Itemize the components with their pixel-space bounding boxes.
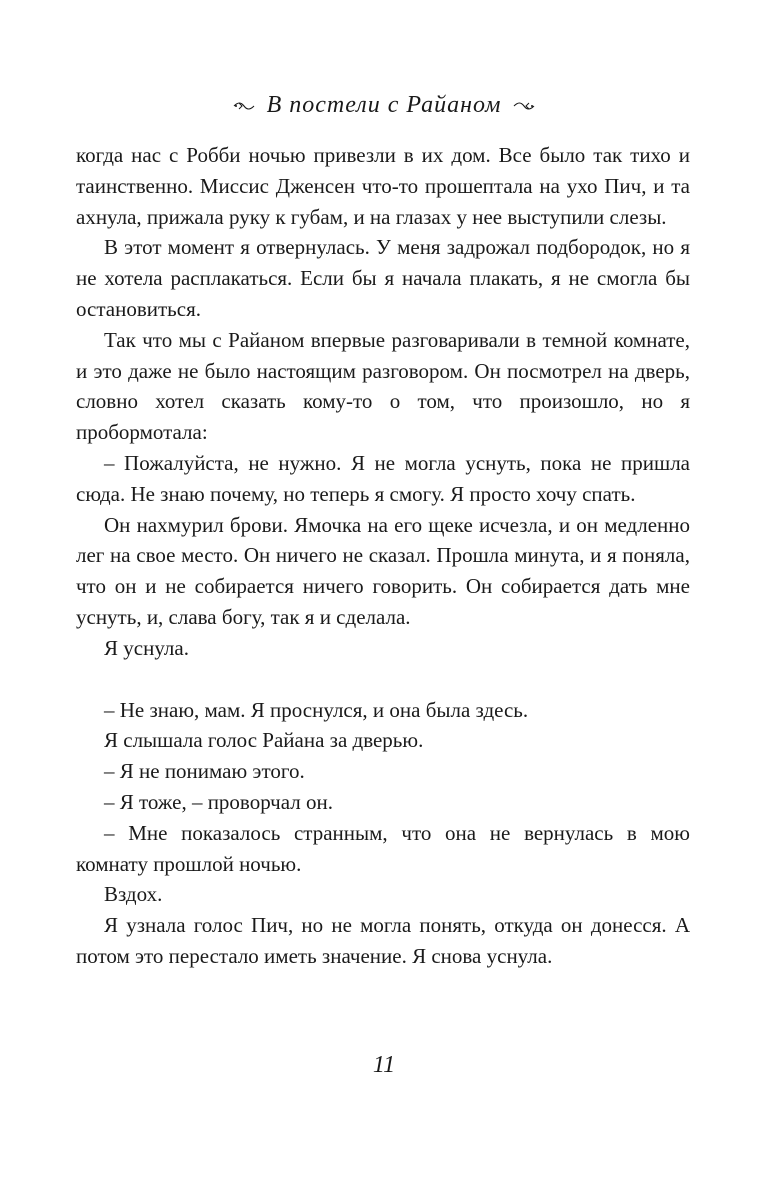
paragraph: – Пожалуйста, не нужно. Я не могла уснуть, пока не пришла сюда. Не знаю почему, но теперь я смогу. Я просто хочу спать.: [76, 450, 690, 506]
page-number: 11: [372, 1052, 396, 1078]
flourish-ornament-icon: [513, 100, 535, 112]
paragraph: Он нахмурил брови. Ямочка на его щеке исчезла, и он медленно лег на свое место. Он ничего не сказал. Прошла минута, и я поняла, что он и не собирается ничего говорить. Он собирается дать мне уснуть, и, слава богу, так я и сделала.: [76, 512, 690, 629]
paragraph: Я узнала голос Пич, но не могла понять, откуда он донесся. А потом это перестало иметь значение. Я снова уснула.: [76, 913, 690, 968]
paragraph: – Я тоже, – проворчал он.: [104, 789, 333, 814]
paragraph: Вздох.: [104, 882, 163, 907]
paragraph: – Я не понимаю этого.: [104, 759, 305, 784]
section-break: [76, 664, 690, 695]
paragraph: Я слышала голос Райана за дверью.: [104, 728, 424, 753]
paragraph: – Мне показалось странным, что она не вернулась в мою комнату прошлой ночью.: [76, 820, 690, 876]
flourish-ornament-icon: [233, 100, 255, 112]
paragraph: В этот момент я отвернулась. У меня задрожал подбородок, но я не хотела расплакаться. Если бы я начала плакать, я не смогла бы остановиться.: [76, 235, 690, 321]
running-head-title: В постели с Райаном: [266, 92, 502, 118]
paragraph: – Не знаю, мам. Я проснулся, и она была здесь.: [104, 697, 529, 722]
paragraph: Я уснула.: [104, 635, 189, 660]
paragraph: Так что мы с Райаном впервые разговаривали в темной комнате, и это даже не было настоящим разговором. Он посмотрел на дверь, словно хотел сказать кому-то о том, что произошло, но я пробормотала:: [76, 327, 690, 445]
paragraph: когда нас с Робби ночью привезли в их дом. Все было так тихо и таинственно. Миссис Дженсен что-то прошептала на ухо Пич, и та ахнула, прижала руку к губам, и на глазах у нее выступили слезы.: [76, 143, 690, 229]
body-text: [76, 140, 690, 972]
running-head: [0, 92, 768, 119]
